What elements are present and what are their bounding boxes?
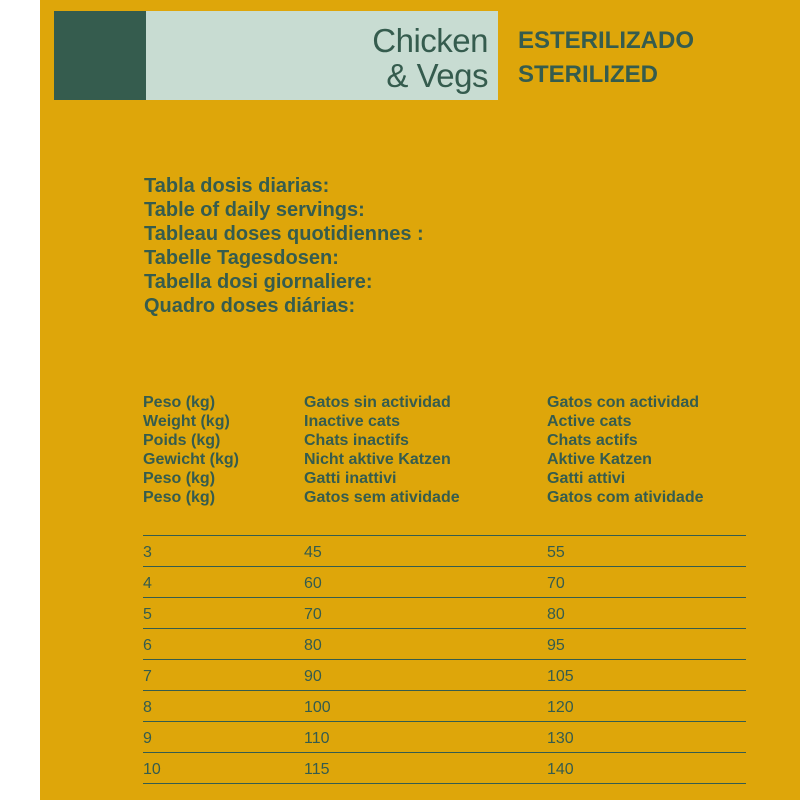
row-divider (143, 535, 746, 536)
column-header-line: Chats inactifs (304, 432, 409, 449)
heading-spanish: Tabla dosis diarias: (144, 175, 330, 197)
heading-german: Tabelle Tagesdosen: (144, 247, 339, 269)
row-divider (143, 597, 746, 598)
cell-inactive: 45 (304, 544, 322, 561)
column-header-line: Gatos sem atividade (304, 489, 460, 506)
column-header-line: Gatti inattivi (304, 470, 397, 487)
cell-weight: 10 (143, 761, 161, 778)
cell-inactive: 80 (304, 637, 322, 654)
cell-weight: 4 (143, 575, 152, 592)
column-header-line: Gatos sin actividad (304, 394, 451, 411)
column-header-line: Active cats (547, 413, 632, 430)
cell-active: 70 (547, 575, 565, 592)
row-divider (143, 659, 746, 660)
row-divider (143, 721, 746, 722)
heading-french: Tableau doses quotidiennes : (144, 223, 424, 245)
cell-active: 130 (547, 730, 574, 747)
column-header-line: Gatos com atividade (547, 489, 704, 506)
cell-inactive: 90 (304, 668, 322, 685)
cell-active: 140 (547, 761, 574, 778)
column-header-line: Aktive Katzen (547, 451, 652, 468)
cell-weight: 6 (143, 637, 152, 654)
heading-italian: Tabella dosi giornaliere: (144, 271, 373, 293)
column-header-line: Poids (kg) (143, 432, 221, 449)
row-divider (143, 752, 746, 753)
heading-portuguese: Quadro doses diárias: (144, 295, 356, 317)
cell-inactive: 60 (304, 575, 322, 592)
cell-inactive: 100 (304, 699, 331, 716)
product-name-line-1: Chicken (372, 22, 488, 59)
column-header-line: Peso (kg) (143, 470, 216, 487)
column-header-line: Peso (kg) (143, 489, 216, 506)
cell-inactive: 110 (304, 730, 330, 747)
variant-line-english: STERILIZED (518, 61, 659, 88)
brand-color-block (54, 11, 146, 100)
cell-weight: 7 (143, 668, 152, 685)
column-header-line: Nicht aktive Katzen (304, 451, 451, 468)
cell-inactive: 115 (304, 761, 330, 778)
cell-active: 95 (547, 637, 565, 654)
cell-active: 55 (547, 544, 565, 561)
cell-weight: 5 (143, 606, 152, 623)
row-divider (143, 783, 746, 784)
column-header-line: Gewicht (kg) (143, 451, 240, 468)
cell-active: 120 (547, 699, 574, 716)
cell-weight: 9 (143, 730, 152, 747)
product-name-line-2: & Vegs (386, 57, 488, 94)
cell-active: 105 (547, 668, 574, 685)
row-divider (143, 628, 746, 629)
row-divider (143, 566, 746, 567)
cell-inactive: 70 (304, 606, 322, 623)
column-header-line: Inactive cats (304, 413, 401, 430)
column-header-line: Gatos con actividad (547, 394, 700, 411)
cell-active: 80 (547, 606, 565, 623)
heading-english: Table of daily servings: (144, 199, 365, 221)
cell-weight: 8 (143, 699, 152, 716)
column-header-line: Weight (kg) (143, 413, 230, 430)
column-header-line: Chats actifs (547, 432, 638, 449)
column-header-line: Peso (kg) (143, 394, 216, 411)
variant-line-spanish: ESTERILIZADO (518, 27, 695, 54)
row-divider (143, 690, 746, 691)
cell-weight: 3 (143, 544, 152, 561)
column-header-line: Gatti attivi (547, 470, 626, 487)
